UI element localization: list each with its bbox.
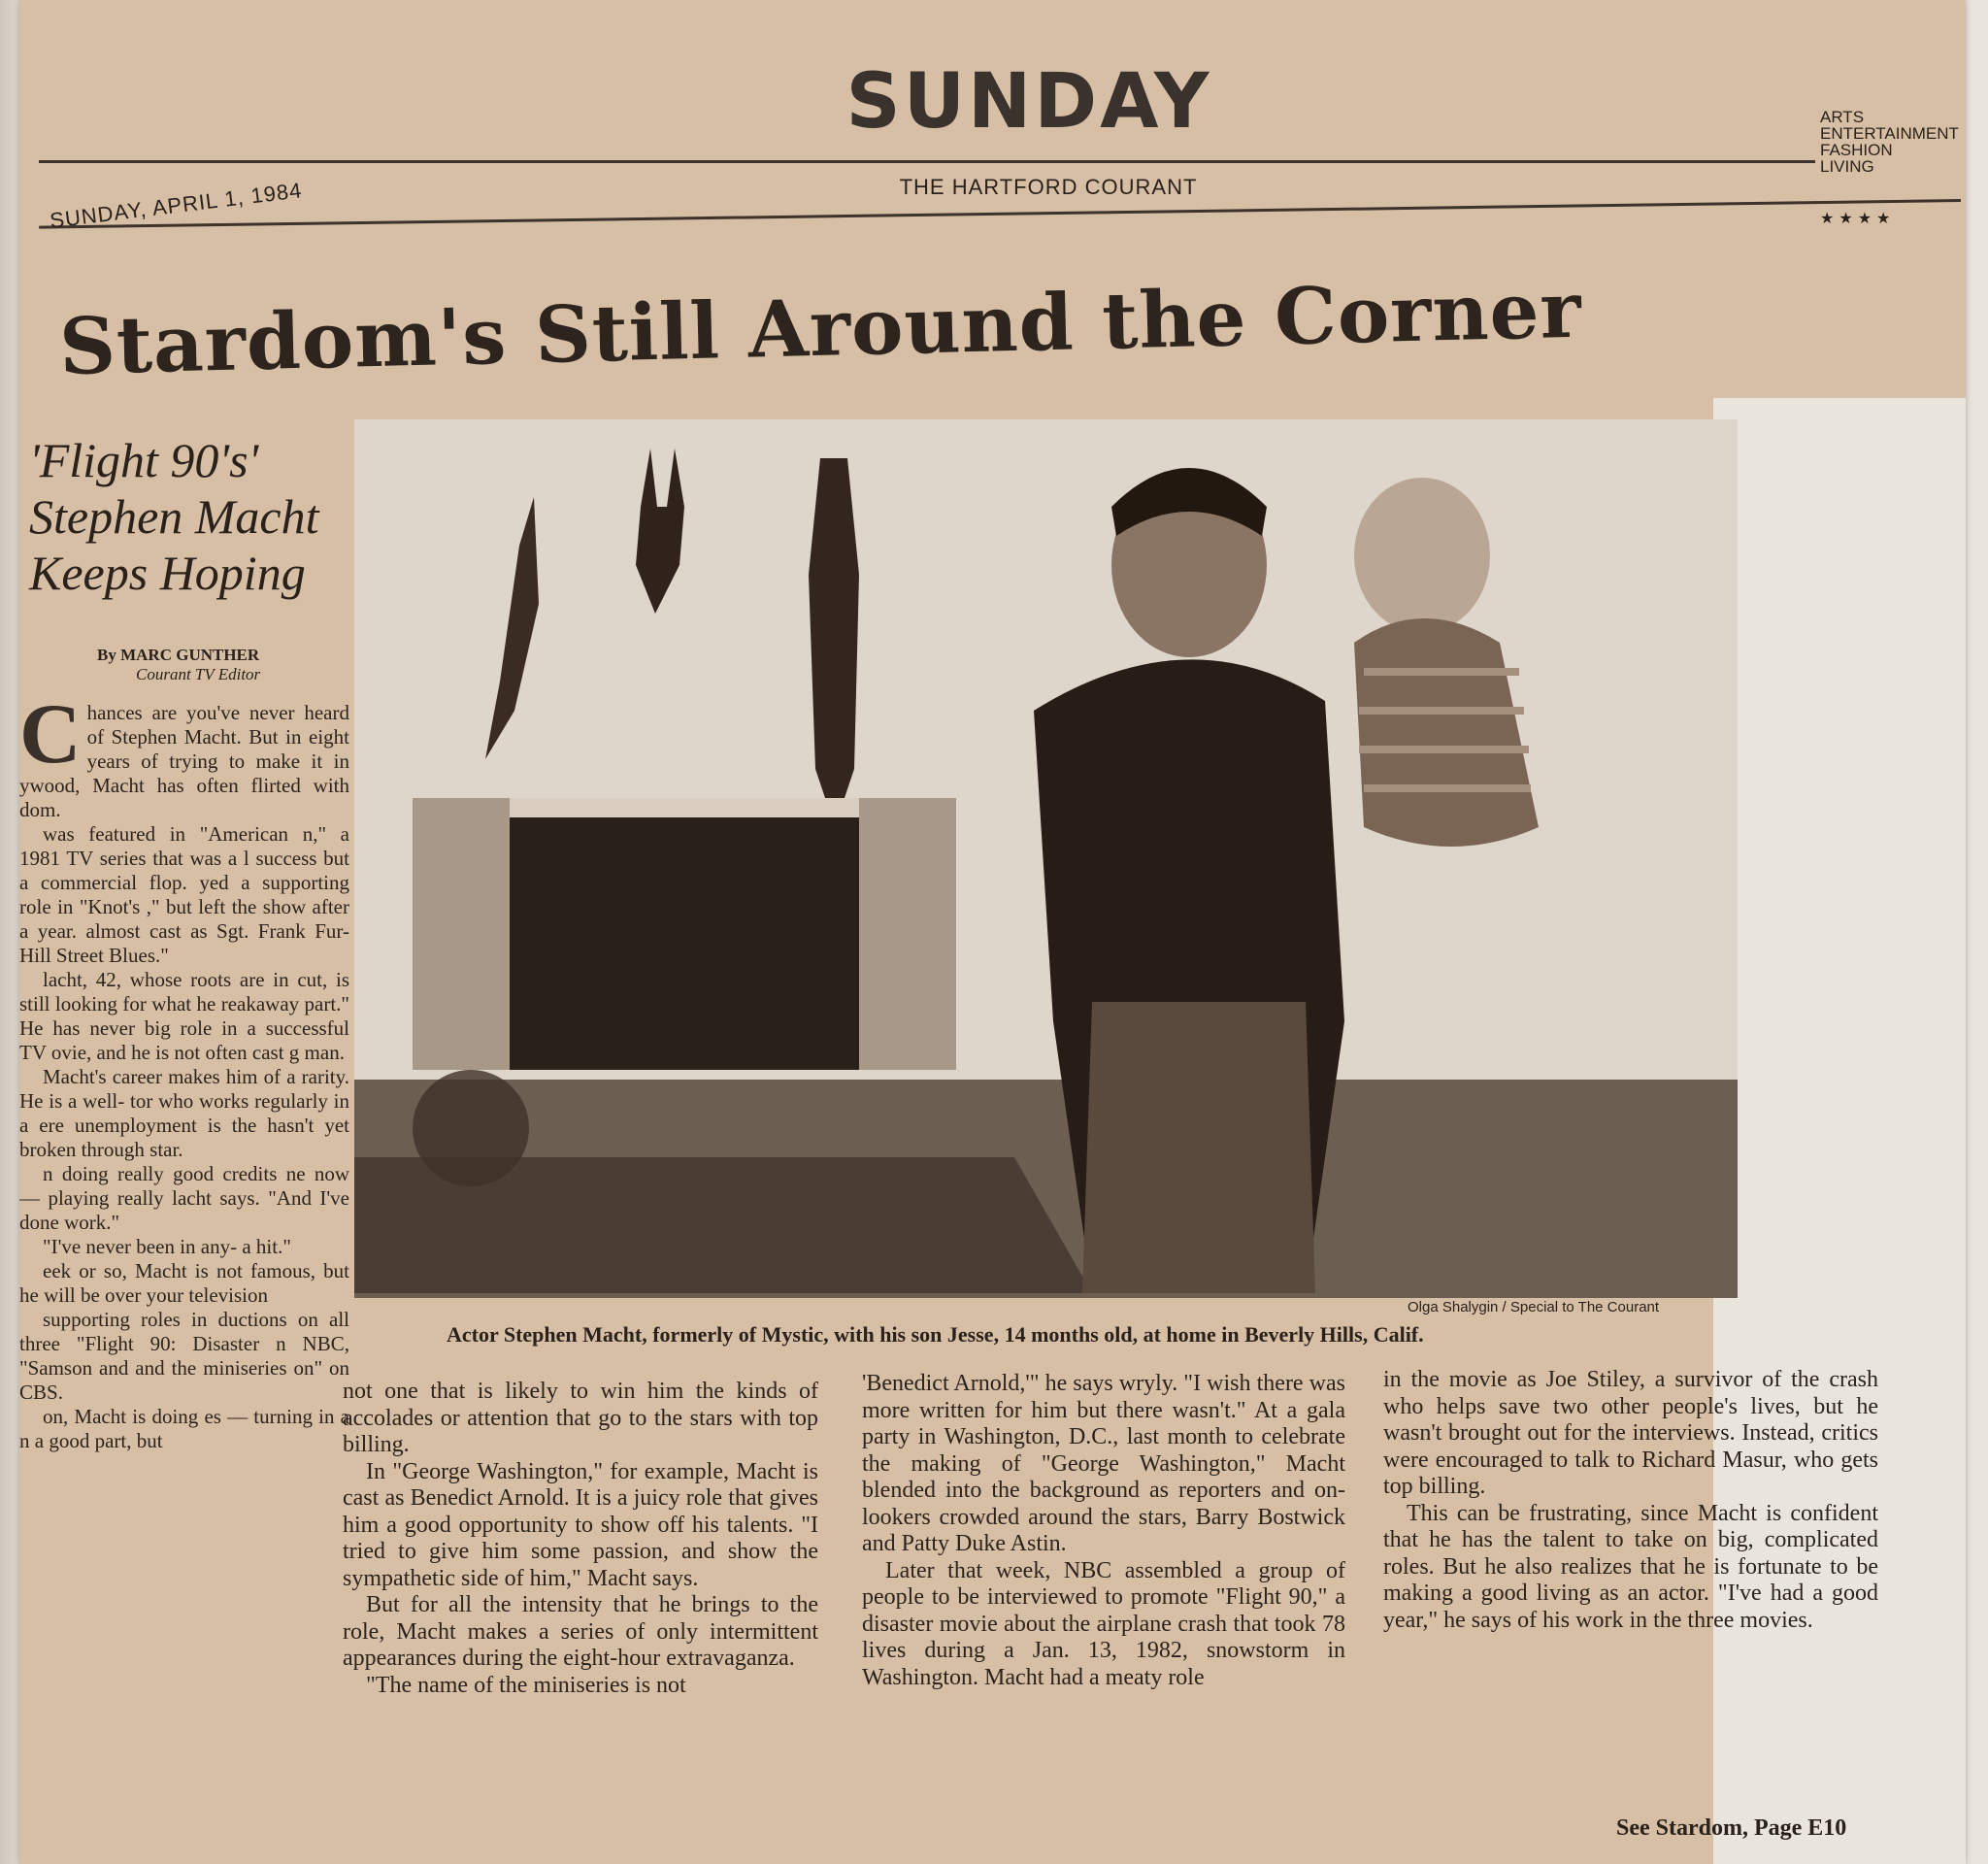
paragraph: This can be frustrating, since Macht is confident that he has the talent to take on big, complicated roles. But he also realizes that he is fortunate to be making a good living as an actor. "I've had a good year," he says of his work in the three movies.	[1383, 1500, 1878, 1633]
jump-line: See Stardom, Page E10	[1616, 1815, 1847, 1841]
article-photo	[354, 419, 1738, 1298]
drop-cap: C	[19, 687, 82, 782]
paragraph: "The name of the miniseries is not	[366, 1672, 686, 1698]
paragraph: n doing really good credits ne now — playing really lacht says. "And I've done work."	[19, 1162, 349, 1234]
masthead-rule-bottom	[39, 199, 1961, 229]
paragraph: supporting roles in ductions on all three "Flight 90: Disaster n NBC, "Samson and and the miniseries on" on CBS.	[19, 1308, 349, 1404]
paragraph: But for all the intensity that he brings to the role, Macht makes a series of only intermittent appearances during the eight-hour extravaganza.	[343, 1592, 818, 1671]
masthead-rule-top	[39, 160, 1815, 163]
paragraph: Later that week, NBC assembled a group of people to be interviewed to promote "Flight 90," a disaster movie about the airplane crash that took 78 lives during a Jan. 13, 1982, snowstorm in Washington. Macht had a meaty role	[862, 1557, 1345, 1690]
byline	[97, 646, 388, 684]
paragraph: 'Benedict Arnold,'" he says wryly. "I wish there was more written for him but there wasn't." At a gala party in Washington, D.C., last month to celebrate the making of "George Washington," Macht blended into the background as reporters and on-lookers crowded around the stars, Barry Bostwick and Patty Duke Astin.	[862, 1371, 1345, 1556]
byline-name: By MARC GUNTHER	[97, 646, 260, 664]
paragraph: Macht's career makes him of a rarity. He is a well- tor who works regularly in a ere unemployment is the hasn't yet broken through star.	[19, 1065, 349, 1161]
paragraph: hances are you've never heard of Stephen Macht. But in eight years of trying to make it in ywood, Macht has often flirted with dom.	[19, 701, 349, 821]
issue-date: SUNDAY, APRIL 1, 1984	[49, 178, 304, 233]
edition-stars: ★★★★	[1820, 211, 1896, 227]
photo-illustration	[354, 419, 1738, 1298]
newspaper-clipping	[19, 0, 1966, 1864]
child-head	[1354, 478, 1490, 633]
section-living: LIVING	[1820, 157, 1874, 176]
photo-credit: Olga Shalygin / Special to The Courant	[1408, 1299, 1660, 1315]
fireplace-opening	[510, 817, 859, 1070]
torn-corner	[1713, 398, 1966, 1864]
byline-role: Courant TV Editor	[136, 665, 261, 683]
paragraph: In "George Washington," for example, Macht is cast as Benedict Arnold. It is a juicy role that gives him a good opportunity to show off his talents. "I tried to give him some passion, and show the sympathetic side of him," Macht says.	[343, 1458, 818, 1591]
headline: Stardom's Still Around the Corner	[58, 263, 1583, 392]
section-entertainment: ENTERTAINMENT	[1820, 124, 1959, 143]
section-arts: ARTS	[1820, 108, 1865, 126]
article-column-3	[862, 1371, 1345, 1691]
article-column-4	[1383, 1367, 1878, 1634]
article-column-2	[343, 1379, 818, 1699]
paragraph: was featured in "American n," a 1981 TV series that was a l success but a commercial flop. yed a supporting role in "Knot's ," but left the show after a year. almost cast as Sgt. Frank Fur- Hill Street Blues."	[19, 822, 349, 967]
paragraph: in the movie as Joe Stiley, a survivor of the crash who helps save two other people's lives, but he wasn't brought out for the interviews. Instead, critics were encouraged to talk to Richard Masur, who gets top billing.	[1383, 1367, 1878, 1499]
paragraph: "I've never been in any- a hit."	[43, 1235, 291, 1258]
paragraph: on, Macht is doing es — turning in a n a good part, but	[19, 1405, 349, 1452]
photo-caption: Actor Stephen Macht, formerly of Mystic, with his son Jesse, 14 months old, at home in Beverly Hills, Calif.	[447, 1322, 1424, 1347]
paragraph: not one that is likely to win him the kinds of accolades or attention that go to the stars with top billing.	[343, 1379, 818, 1457]
paper-name: THE HARTFORD COURANT	[899, 175, 1198, 199]
paragraph: eek or so, Macht is not famous, but he will be over your television	[19, 1259, 349, 1307]
paragraph: lacht, 42, whose roots are in cut, is still looking for what he reakaway part." He has never big role in a successful TV ovie, and he is not often cast g man.	[19, 968, 349, 1064]
section-fashion: FASHION	[1820, 141, 1893, 159]
article-column-1	[19, 687, 349, 1453]
deck: 'Flight 90's' Stephen Macht Keeps Hoping	[29, 433, 319, 600]
section-list	[1820, 109, 1959, 175]
masthead-title: SUNDAY	[845, 58, 1212, 146]
